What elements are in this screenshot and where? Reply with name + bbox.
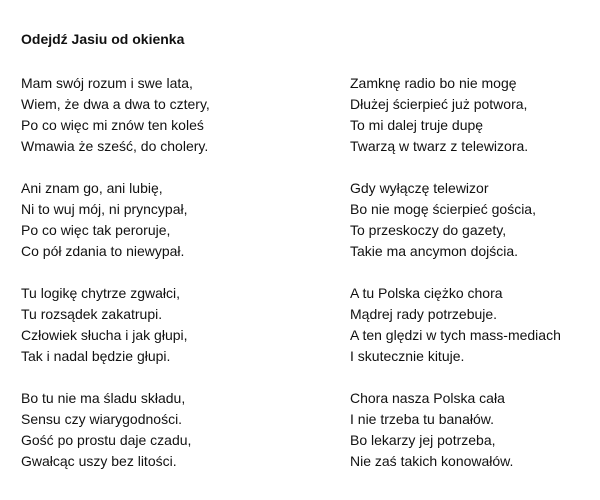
stanza xyxy=(350,73,595,157)
stanza xyxy=(21,283,321,367)
poem-line: Bo tu nie ma śladu składu, xyxy=(21,390,186,406)
poem-line: Człowiek słucha i jak głupi, xyxy=(21,327,188,343)
poem-line: Mam swój rozum i swe lata, xyxy=(21,75,193,91)
poem-line: Tu logikę chytrze zgwałci, xyxy=(21,285,180,301)
poem-line: Bo lekarzy jej potrzeba, xyxy=(350,432,496,448)
poem-title: Odejdź Jasiu od okienka xyxy=(21,31,185,47)
poem-line: Gdy wyłączę telewizor xyxy=(350,180,489,196)
poem-line: To przeskoczy do gazety, xyxy=(350,222,507,238)
poem-line: Ani znam go, ani lubię, xyxy=(21,180,163,196)
stanza xyxy=(21,388,321,472)
poem-line: Chora nasza Polska cała xyxy=(350,390,505,406)
poem-line: Po co więc tak peroruje, xyxy=(21,222,171,238)
left-column xyxy=(21,73,321,493)
stanza xyxy=(350,178,595,262)
stanza xyxy=(350,283,595,367)
stanza xyxy=(21,178,321,262)
poem-line: Tak i nadal będzie głupi. xyxy=(21,348,171,364)
poem-line: Po co więc mi znów ten koleś xyxy=(21,117,204,133)
poem-line: A ten ględzi w tych mass-mediach xyxy=(350,327,561,343)
poem-line: Tu rozsądek zakatrupi. xyxy=(21,306,163,322)
stanza xyxy=(350,388,595,472)
poem-line: I skutecznie kituje. xyxy=(350,348,465,364)
poem-line: I nie trzeba tu banałów. xyxy=(350,411,494,427)
stanza xyxy=(21,73,321,157)
poem-line: A tu Polska ciężko chora xyxy=(350,285,503,301)
poem-line: Mądrej rady potrzebuje. xyxy=(350,306,498,322)
poem-line: Co pół zdania to niewypał. xyxy=(21,243,185,259)
right-column xyxy=(350,73,595,493)
poem-line: Nie zaś takich konowałów. xyxy=(350,453,514,469)
poem-line: Ni to wuj mój, ni pryncypał, xyxy=(21,201,188,217)
poem-line: Gwałcąc uszy bez litości. xyxy=(21,453,177,469)
poem-line: Sensu czy wiarygodności. xyxy=(21,411,183,427)
poem-line: To mi dalej truje dupę xyxy=(350,117,484,133)
poem-line: Wmawia że sześć, do cholery. xyxy=(21,138,209,154)
poem-line: Zamknę radio bo nie mogę xyxy=(350,75,517,91)
poem-line: Wiem, że dwa a dwa to cztery, xyxy=(21,96,210,112)
poem-line: Gość po prostu daje czadu, xyxy=(21,432,192,448)
poem-line: Dłużej ścierpieć już potwora, xyxy=(350,96,528,112)
poem-line: Twarzą w twarz z telewizora. xyxy=(350,138,529,154)
poem-line: Takie ma ancymon dojścia. xyxy=(350,243,519,259)
poem-line: Bo nie mogę ścierpieć gościa, xyxy=(350,201,536,217)
